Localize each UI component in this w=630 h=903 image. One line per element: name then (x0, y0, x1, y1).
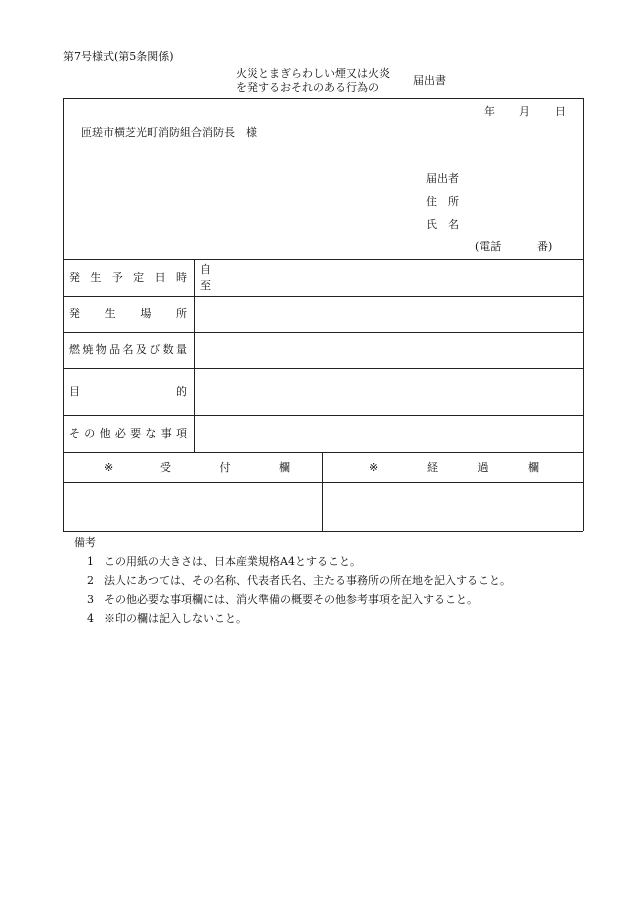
label-char: 及 (135, 343, 147, 356)
label-char: 焼 (82, 343, 94, 356)
phone-open: (電話 (475, 240, 502, 253)
note-number: 2 (87, 574, 94, 587)
label-char: 欄 (528, 461, 539, 474)
label-char: 発 (69, 271, 80, 284)
notes-heading: 備考 (74, 536, 96, 549)
label-char: 数 (162, 343, 174, 356)
label-char: 欄 (279, 461, 290, 474)
note-number: 1 (87, 555, 94, 568)
label-char: 経 (427, 461, 438, 474)
label-char: 日 (154, 271, 166, 284)
label-char: 量 (176, 343, 187, 356)
form-label: 第7号様式(第5条関係) (63, 50, 174, 63)
name-label: 氏 名 (426, 218, 459, 231)
label-char: そ (69, 427, 80, 440)
label-char: 目 (69, 385, 80, 398)
label-char: 的 (176, 385, 187, 398)
row-label-location (69, 308, 187, 319)
reception-mark: ※ (104, 461, 114, 474)
date-month: 月 (519, 105, 530, 118)
phone-close: 番) (537, 240, 553, 253)
label-char: 受 (160, 461, 171, 474)
label-char: 発 (69, 307, 80, 320)
progress-label (427, 462, 539, 473)
label-char: 所 (175, 307, 187, 320)
label-char: 生 (104, 307, 116, 320)
address-label: 住 所 (426, 195, 459, 208)
label-char: 予 (111, 271, 123, 284)
date-day: 日 (555, 105, 566, 118)
label-char: 項 (175, 427, 187, 440)
label-char: 要 (130, 427, 142, 440)
row-label-other (69, 428, 187, 439)
label-char: な (145, 427, 157, 440)
title-line-1: 火災とまぎらわしい煙又は火炎 (236, 67, 390, 80)
label-char: 生 (90, 271, 102, 284)
note-text: その他必要な事項欄には、消火準備の概要その他参考事項を記入すること。 (104, 593, 478, 606)
addressee: 匝瑳市横芝光町消防組合消防長 様 (81, 126, 257, 139)
row-label-materials (69, 344, 187, 355)
note-number: 3 (87, 593, 94, 606)
label-char: 定 (133, 271, 145, 284)
label-char: 名 (122, 343, 134, 356)
title-suffix: 届出書 (413, 74, 446, 87)
label-char: 燃 (69, 343, 80, 356)
row-label-datetime (69, 272, 187, 283)
to-label: 至 (200, 279, 211, 292)
progress-mark: ※ (369, 461, 379, 474)
label-char: 品 (109, 343, 121, 356)
label-char: 事 (160, 427, 172, 440)
note-text: ※印の欄は記入しないこと。 (104, 612, 247, 625)
date-year: 年 (484, 105, 495, 118)
note-number: 4 (87, 612, 94, 625)
label-char: 物 (95, 343, 107, 356)
applicant-label: 届出者 (426, 172, 459, 185)
label-char: 付 (219, 461, 231, 474)
from-label: 自 (200, 263, 211, 276)
reception-label (160, 462, 290, 473)
label-char: び (149, 343, 161, 356)
title-line-2: を発するおそれのある行為の (236, 81, 379, 94)
label-char: 他 (99, 427, 111, 440)
note-text: この用紙の大きさは、日本産業規格A4とすること。 (104, 555, 361, 568)
row-label-purpose (69, 386, 187, 397)
progress-heading (369, 462, 539, 473)
label-char: 場 (140, 307, 152, 320)
note-text: 法人にあつては、その名称、代表者氏名、主たる事務所の所在地を記入すること。 (104, 574, 511, 587)
label-char: 時 (175, 271, 187, 284)
label-char: の (84, 427, 96, 440)
label-char: 過 (477, 461, 489, 474)
label-char: 必 (114, 427, 126, 440)
reception-heading (104, 462, 290, 473)
